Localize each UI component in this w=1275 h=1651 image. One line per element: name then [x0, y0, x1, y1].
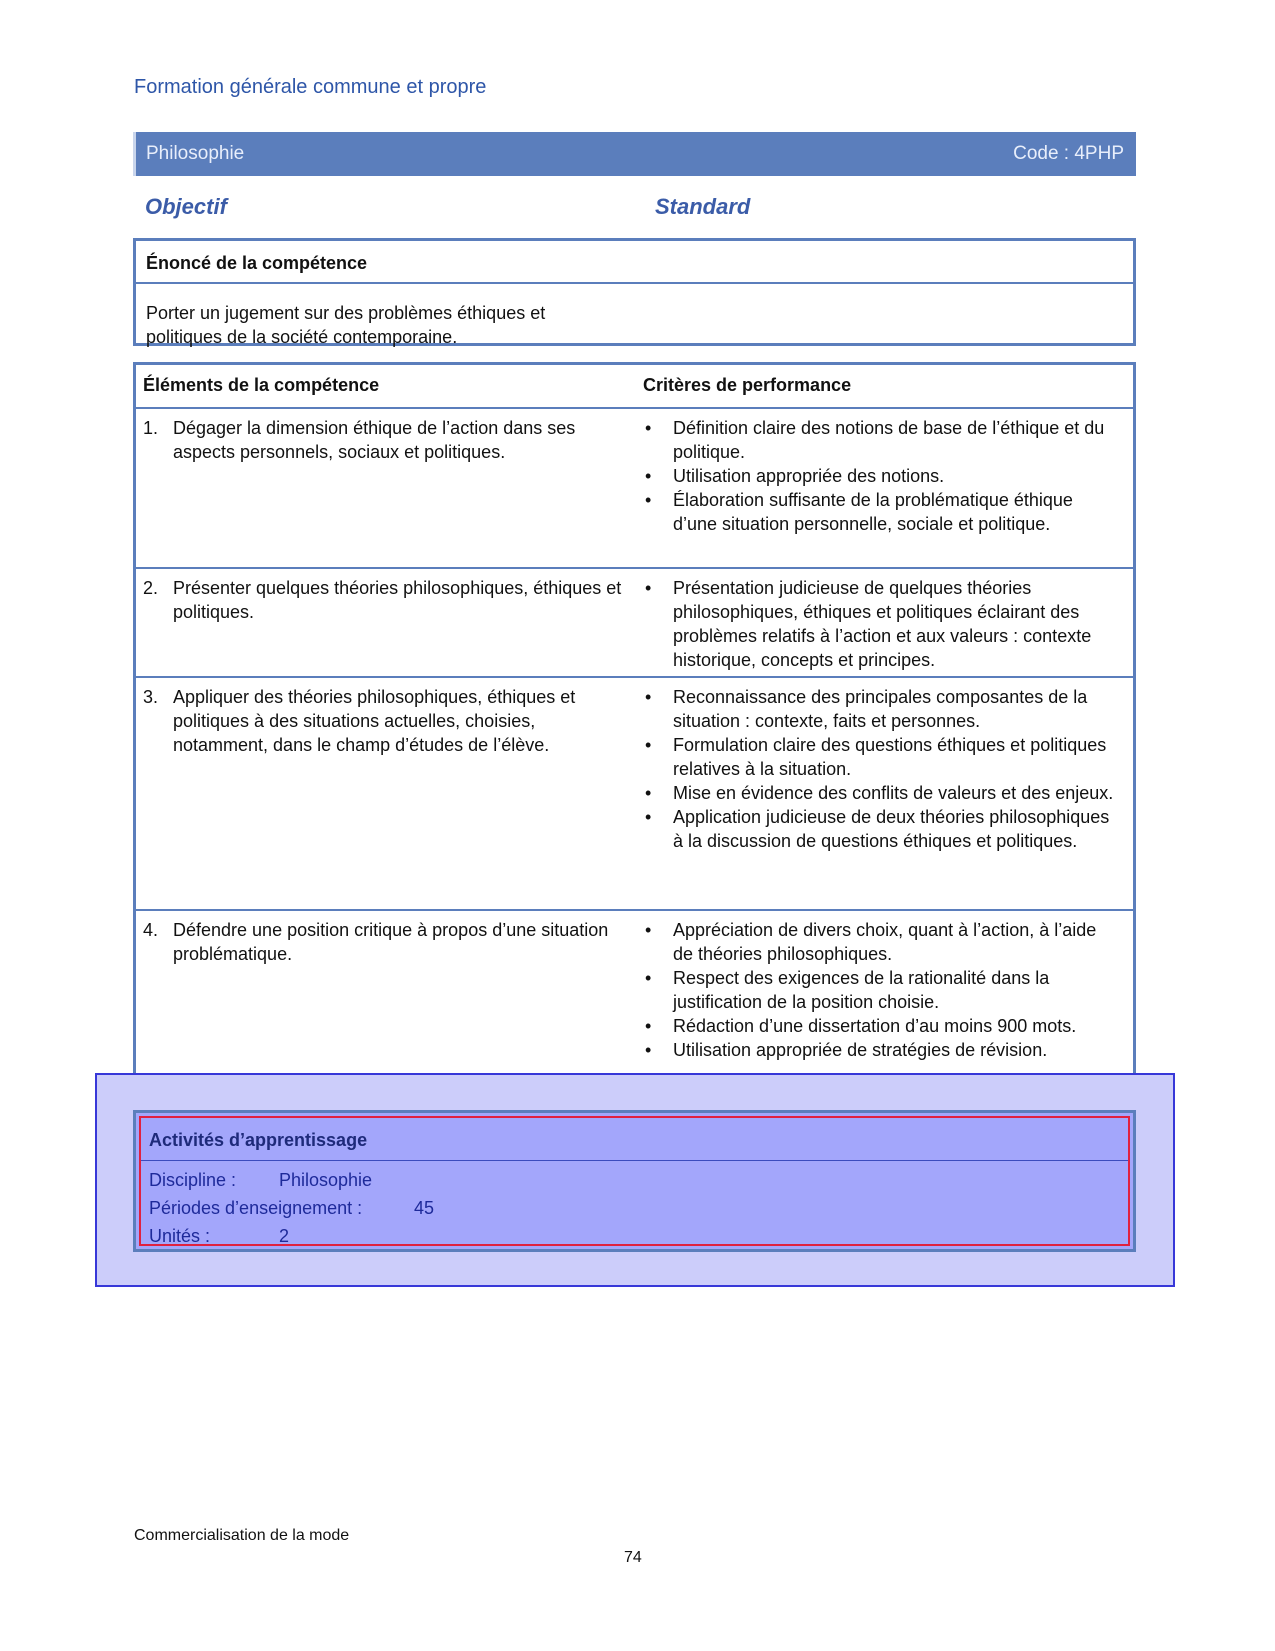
- units-label: Unités :: [149, 1226, 211, 1246]
- divider: [141, 1160, 1128, 1161]
- criterion: • Rédaction d’une dissertation d’au moins 900 mots.: [643, 1014, 1118, 1038]
- activities-box: [133, 1110, 1136, 1252]
- criteria-heading: Critères de performance: [643, 375, 852, 395]
- element-number: 4.: [143, 920, 159, 940]
- periods-label: Périodes d’enseignement :: [149, 1198, 363, 1218]
- criterion: • Reconnaissance des principales composantes de la situation : contexte, faits et personnes.: [643, 685, 1118, 733]
- element-number: 3.: [143, 687, 159, 707]
- divider: [133, 567, 1136, 569]
- criterion: • Respect des exigences de la rationalité dans la justification de la position choisie.: [643, 966, 1118, 1014]
- periods-row: [149, 1198, 435, 1219]
- criterion: • Élaboration suffisante de la problématique éthique d’une situation personnelle, sociale et politique.: [643, 488, 1118, 536]
- divider: [133, 676, 1136, 678]
- activities-selection: [139, 1116, 1130, 1246]
- criterion: • Formulation claire des questions éthiques et politiques relatives à la situation.: [643, 733, 1118, 781]
- element-item: [143, 918, 623, 966]
- element-item: [143, 576, 623, 624]
- periods-value: 45: [414, 1198, 435, 1218]
- criterion: • Mise en évidence des conflits de valeurs et des enjeux.: [643, 781, 1118, 805]
- section-title: Formation générale commune et propre: [134, 76, 487, 98]
- element-item: [143, 685, 623, 757]
- element-item: [143, 416, 623, 464]
- element-number: 1.: [143, 418, 159, 438]
- course-name: Philosophie: [146, 143, 245, 164]
- elements-heading: Éléments de la compétence: [143, 375, 380, 395]
- criteria-list: [643, 685, 1118, 853]
- enonce-heading: Énoncé de la compétence: [146, 253, 368, 273]
- units-row: [149, 1226, 290, 1247]
- criteria-list: [643, 576, 1118, 672]
- course-code: Code : 4PHP: [1013, 143, 1124, 164]
- standard-label: Standard: [655, 194, 751, 219]
- divider: [133, 282, 1136, 284]
- criterion: • Appréciation de divers choix, quant à l’action, à l’aide de théories philosophiques.: [643, 918, 1118, 966]
- units-value: 2: [279, 1226, 290, 1246]
- criteria-list: [643, 918, 1118, 1062]
- enonce-text: Porter un jugement sur des problèmes éthiques et politiques de la société contemporaine.: [146, 303, 546, 347]
- element-text: Appliquer des théories philosophiques, éthiques et politiques à des situations actuelles, choisies, notamment, dans le champ d’études de l’élève.: [173, 687, 576, 755]
- element-text: Présenter quelques théories philosophiques, éthiques et politiques.: [173, 578, 622, 622]
- course-bar: [133, 132, 1136, 176]
- criterion: • Application judicieuse de deux théories philosophiques à la discussion de questions éthiques et politiques.: [643, 805, 1118, 853]
- objectif-label: Objectif: [145, 194, 227, 219]
- criteria-list: [643, 416, 1118, 536]
- activities-title: Activités d’apprentissage: [149, 1130, 368, 1150]
- element-number: 2.: [143, 578, 159, 598]
- footer-program: Commercialisation de la mode: [134, 1527, 350, 1544]
- page-number: 74: [624, 1549, 642, 1566]
- criterion: • Utilisation appropriée de stratégies de révision.: [643, 1038, 1118, 1062]
- criterion: • Utilisation appropriée des notions.: [643, 464, 1118, 488]
- discipline-row: [149, 1170, 373, 1191]
- enonce-box: [133, 238, 1136, 346]
- element-text: Dégager la dimension éthique de l’action dans ses aspects personnels, sociaux et politiques.: [173, 418, 576, 462]
- discipline-value: Philosophie: [279, 1170, 373, 1190]
- discipline-label: Discipline :: [149, 1170, 237, 1190]
- element-text: Défendre une position critique à propos d’une situation problématique.: [173, 920, 609, 964]
- criterion: • Présentation judicieuse de quelques théories philosophiques, éthiques et politiques éclairant des problèmes relatifs à l’action et aux valeurs : contexte historique, concepts et principes.: [643, 576, 1118, 672]
- divider: [133, 909, 1136, 911]
- divider: [133, 407, 1136, 409]
- criterion: • Définition claire des notions de base de l’éthique et du politique.: [643, 416, 1118, 464]
